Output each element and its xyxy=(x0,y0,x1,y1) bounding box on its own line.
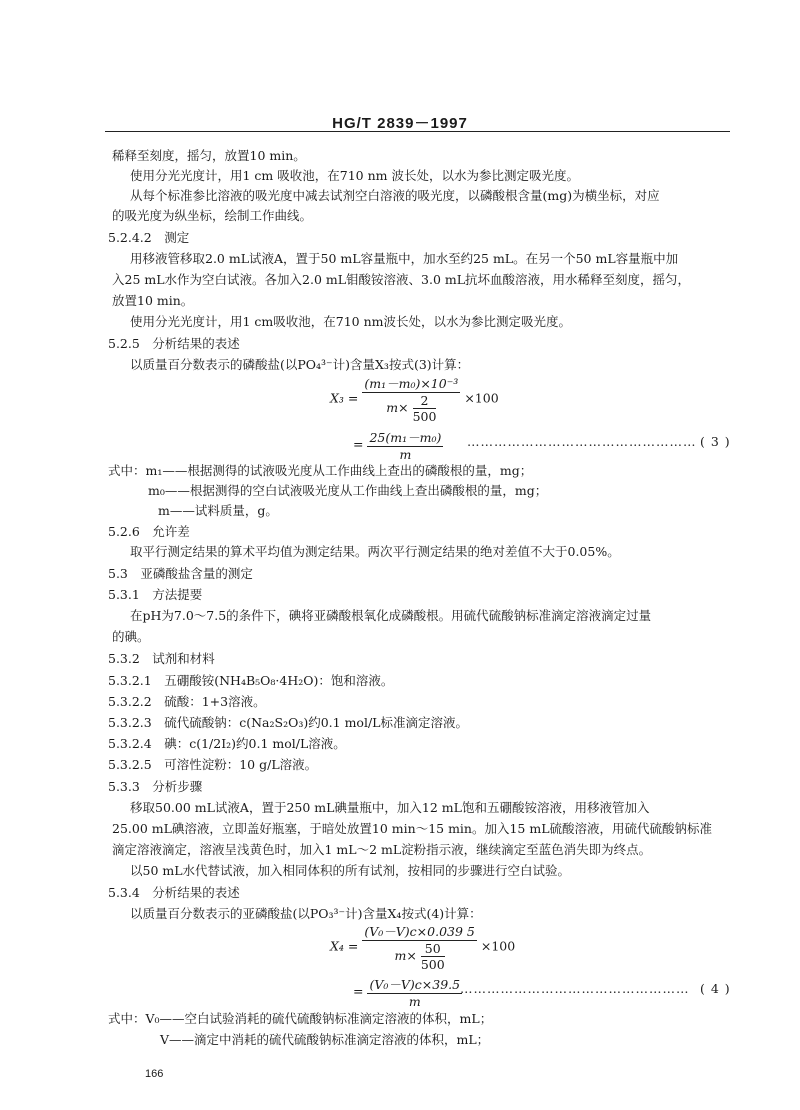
eq3-tail: ×100 xyxy=(464,390,499,406)
equation-3-line1 xyxy=(330,374,499,424)
eq3-leader-dots: …………………………………………… xyxy=(467,434,697,449)
text-line: 入25 mL水作为空白试液。各加入2.0 mL钼酸铵溶液、3.0 mL抗坏血酸溶液，用水稀释至刻度，摇匀， xyxy=(112,272,691,287)
eq4-tail: ×100 xyxy=(480,938,516,954)
text-line: 5.3.2.3 硫代硫酸钠：c(Na₂S₂O₃)约0.1 mol/L标准滴定溶液。 xyxy=(108,715,468,730)
section-heading: 5.3 亚磷酸盐含量的测定 xyxy=(108,566,253,581)
page-number: 166 xyxy=(145,1068,164,1080)
text-line: 以质量百分数表示的磷酸盐(以PO₄³⁻计)含量X₃按式(3)计算： xyxy=(130,357,470,372)
eq4-den-frac-num: 50 xyxy=(421,941,445,957)
text-line: 5.3.2.2 硫酸：1+3溶液。 xyxy=(108,694,266,709)
eq4-den-m: m× xyxy=(394,948,417,963)
text-line: 移取50.00 mL试液A，置于250 mL碘量瓶中，加入12 mL饱和五硼酸铵溶液，用移液管加入 xyxy=(130,800,650,815)
page-header: HG/T 2839－1997 xyxy=(332,115,468,132)
text-line: 式中：m₁——根据测得的试液吸光度从工作曲线上查出的磷酸根的量，mg； xyxy=(108,463,533,478)
text-line: 使用分光光度计，用1 cm 吸收池，在710 nm 波长处，以水为参比测定吸光度。 xyxy=(130,168,579,183)
text-line: 25.00 mL碘溶液，立即盖好瓶塞，于暗处放置10 min～15 min。加入15 mL硫酸溶液，用硫代硫酸钠标准 xyxy=(112,821,713,836)
section-heading: 5.2.5 分析结果的表述 xyxy=(108,336,240,351)
text-line: 的碘。 xyxy=(112,629,150,644)
eq4-equals: = xyxy=(353,983,364,999)
eq4-denominator xyxy=(362,941,477,972)
header-rule xyxy=(105,131,730,132)
text-line: V——滴定中消耗的硫代硫酸钠标准滴定溶液的体积，mL； xyxy=(160,1032,490,1047)
text-line: 在pH为7.0～7.5的条件下，碘将亚磷酸根氧化成磷酸根。用硫代硫酸钠标准滴定溶液滴定过量 xyxy=(130,608,652,623)
eq4-fraction xyxy=(362,922,477,972)
text-line: 以质量百分数表示的亚磷酸盐(以PO₃³⁻计)含量X₄按式(4)计算： xyxy=(130,906,482,921)
eq4-numerator2: (V₀－V)c×39.5 xyxy=(369,977,461,992)
text-line: 使用分光光度计，用1 cm吸收池，在710 nm波长处，以水为参比测定吸光度。 xyxy=(130,314,572,329)
text-line: 滴定溶液滴定，溶液呈浅黄色时，加入1 mL～2 mL淀粉指示液，继续滴定至蓝色消失即为终点。 xyxy=(112,842,652,857)
text-line: 以50 mL水代替试液，加入相同体积的所有试剂，按相同的步骤进行空白试验。 xyxy=(130,863,571,878)
text-line: 的吸光度为纵坐标，绘制工作曲线。 xyxy=(112,208,313,223)
section-heading: 5.3.3 分析步骤 xyxy=(108,779,203,794)
text-line: m₀——根据测得的空白试液吸光度从工作曲线上查出磷酸根的量，mg； xyxy=(148,483,548,498)
section-heading: 5.3.4 分析结果的表述 xyxy=(108,885,240,900)
section-heading: 5.3.2 试剂和材料 xyxy=(108,651,215,666)
text-line: 5.3.2.1 五硼酸铵(NH₄B₅O₈·4H₂O)：饱和溶液。 xyxy=(108,673,394,688)
eq3-den-m: m× xyxy=(386,400,409,415)
eq3-numerator: (m₁－m₀)×10⁻³ xyxy=(364,376,459,391)
section-heading: 5.3.1 方法提要 xyxy=(108,587,203,602)
eq4-leader-dots: …………………………………………… xyxy=(460,981,690,996)
text-line: m——试料质量，g。 xyxy=(158,503,278,518)
eq3-fraction xyxy=(362,374,460,424)
text-line: 取平行测定结果的算术平均值为测定结果。两次平行测定结果的绝对差值不大于0.05%。 xyxy=(130,544,620,559)
eq4-den-fraction xyxy=(421,941,445,972)
eq3-lhs: X₃ = xyxy=(330,390,359,406)
section-heading: 5.2.4.2 测定 xyxy=(108,230,190,245)
text-line: 用移液管移取2.0 mL试液A，置于50 mL容量瓶中，加水至约25 mL。在另一个50 mL容量瓶中加 xyxy=(130,251,679,266)
eq3-den-frac-num: 2 xyxy=(413,393,437,409)
eq3-equals: = xyxy=(353,436,364,452)
equation-3-line2 xyxy=(353,428,443,462)
eq4-fraction2 xyxy=(367,975,462,1009)
eq4-den-frac-den: 500 xyxy=(420,957,445,972)
text-line: 5.3.2.4 碘：c(1/2I₂)约0.1 mol/L溶液。 xyxy=(108,736,346,751)
text-line: 从每个标准参比溶液的吸光度中减去试剂空白溶液的吸光度，以磷酸根含量(mg)为横坐标，对应 xyxy=(130,188,660,203)
eq4-numerator: (V₀－V)c×0.039 5 xyxy=(364,924,475,939)
eq4-number: ( 4 ) xyxy=(700,981,731,996)
eq4-lhs: X₄ = xyxy=(330,938,359,954)
text-line: 式中：V₀——空白试验消耗的硫代硫酸钠标准滴定溶液的体积，mL； xyxy=(108,1011,493,1026)
eq3-den-frac-den: 500 xyxy=(412,409,437,424)
eq3-denominator xyxy=(362,393,460,424)
eq3-fraction2 xyxy=(367,428,443,462)
equation-4-line2 xyxy=(353,975,462,1009)
text-line: 5.3.2.5 可溶性淀粉：10 g/L溶液。 xyxy=(108,757,318,772)
equation-4-line1 xyxy=(330,922,515,972)
eq3-numerator2: 25(m₁－m₀) xyxy=(369,430,442,445)
eq3-number: ( 3 ) xyxy=(700,434,731,449)
eq3-den-fraction xyxy=(413,393,437,424)
eq4-denominator2: m xyxy=(408,994,421,1009)
text-line: 放置10 min。 xyxy=(112,293,194,308)
section-heading: 5.2.6 允许差 xyxy=(108,524,190,539)
text-line: 稀释至刻度，摇匀，放置10 min。 xyxy=(112,148,306,163)
eq3-denominator2: m xyxy=(399,447,412,462)
